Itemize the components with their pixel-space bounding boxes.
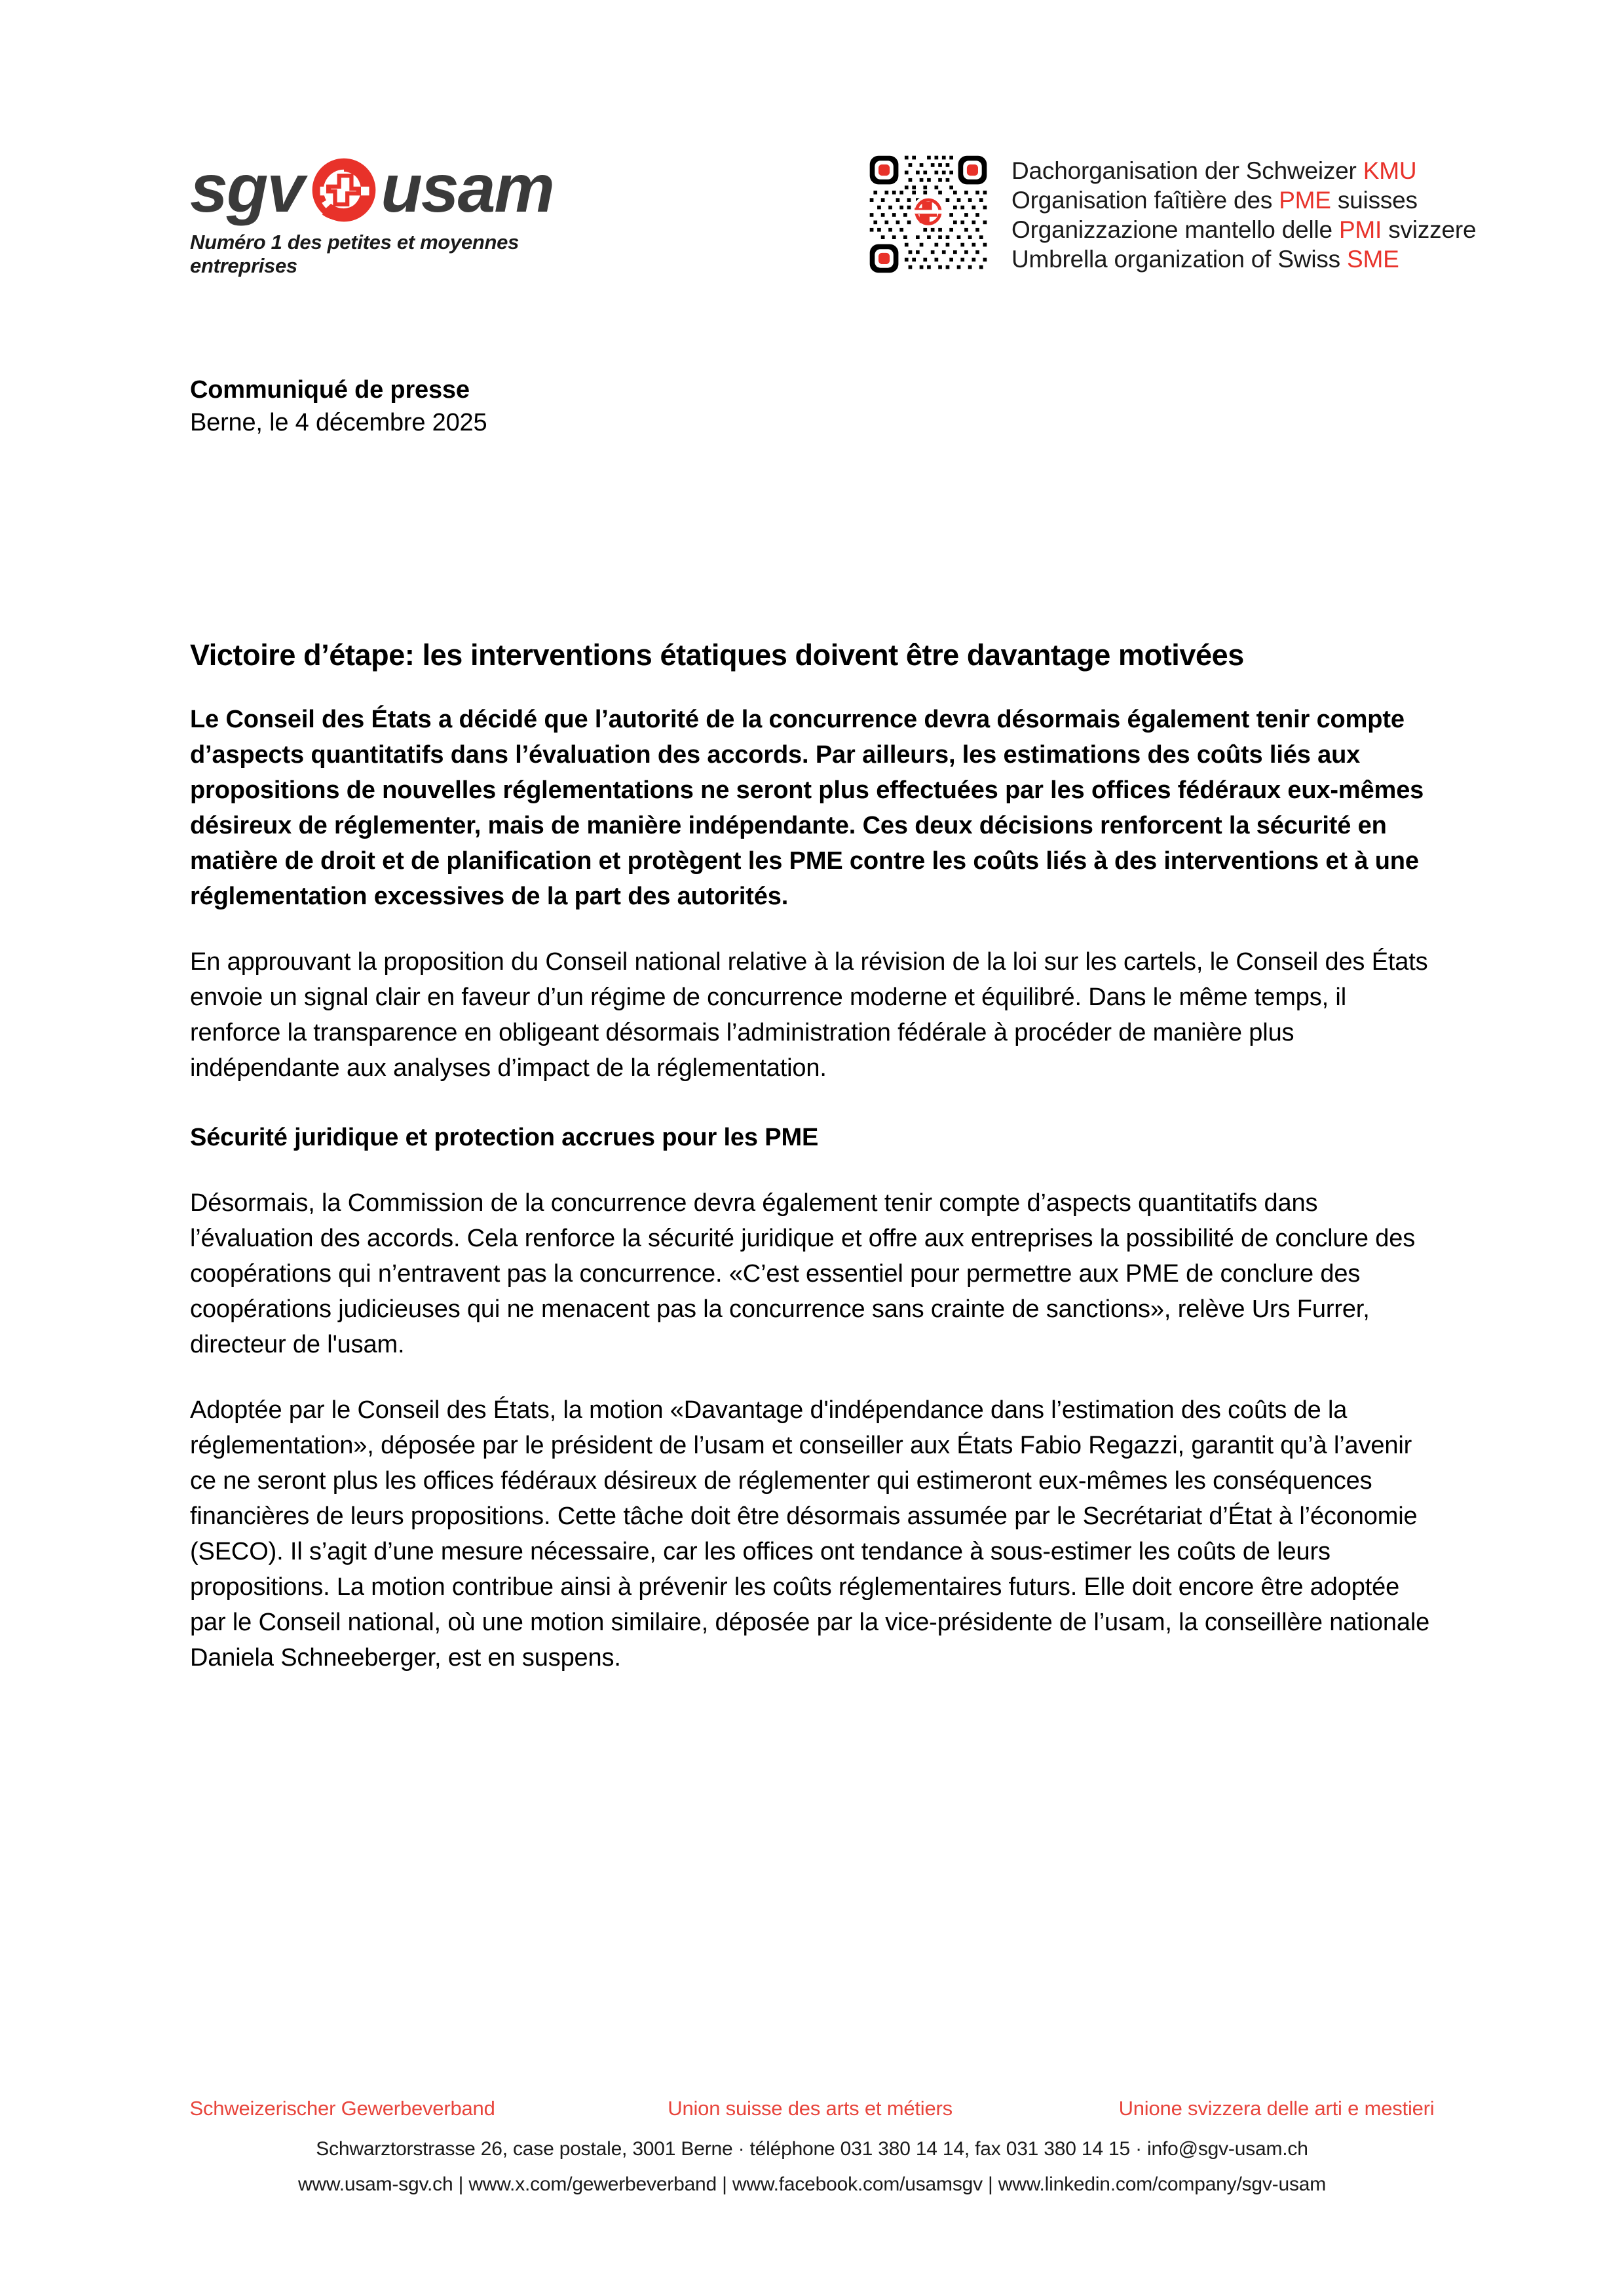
footer-links[interactable]: www.usam-sgv.ch | www.x.com/gewerbeverband | www.facebook.com/usamsgv | www.linkedin.com/company/sgv-usam <box>297 2173 1327 2195</box>
claim-line-en <box>1011 244 1476 274</box>
body-paragraph-3: Adoptée par le Conseil des États, la motion «Davantage d'indépendance dans l’estimation des coûts de la réglementation», déposée par le président de l’usam et conseiller aux États Fabio Regazzi, garantit qu’à l’avenir ce ne seront plus les offices fédéraux désireux de réglementer qui estimeront eux-mêmes les conséquences financières de leurs propositions. Cette tâche doit être désormais assumée par le Secrétariat d’État à l’économie (SECO). Il s’agit d’une mesure nécessaire, car les offices ont tendance à sous-estimer les coûts de leurs propositions. La motion contribue ainsi à prévenir les coûts réglementaires futurs. Elle doit encore être adoptée par le Conseil national, où une motion similaire, déposée par la vice-présidente de l’usam, la conseillère nationale Daniela Schneeberger, est en suspens. <box>190 1396 1430 1672</box>
claim-fr-accent: PME <box>1279 187 1331 214</box>
body-paragraph-2: Désormais, la Commission de la concurrence devra également tenir compte d’aspects quantitatifs dans l’évaluation des accords. Cela renforce la sécurité juridique et offre aux entreprises la possibilité de conclure des coopérations qui n’entravent pas la concurrence. «C’est essentiel pour permettre aux PME de conclure des coopérations judicieuses qui ne menacent pas la concurrence sans crainte de sanctions», relève Urs Furrer, directeur de l'usam. <box>190 1189 1416 1358</box>
document-footer <box>0 2095 1624 2198</box>
claim-de-text: Dachorganisation der Schweizer <box>1011 157 1363 184</box>
body-paragraph-1: En approuvant la proposition du Conseil national relative à la révision de la loi sur les cartels, le Conseil des États envoie un signal clair en faveur d’un régime de concurrence moderne et équilibré. Dans le même temps, il renforce la transparence en obligeant désormais l’administration fédérale à procéder de manière plus indépendante aux analyses d’impact de la réglementation. <box>190 948 1428 1082</box>
claim-fr-text: Organisation faîtière des <box>1011 187 1279 214</box>
usam-logo <box>190 151 609 277</box>
logo-text-usam: usam <box>381 151 554 227</box>
claim-fr-suffix: suisses <box>1331 187 1418 214</box>
qr-center-logo-icon <box>913 200 943 223</box>
section-subheading: Sécurité juridique et protection accrues pour les PME <box>190 1124 819 1151</box>
claim-en-text: Umbrella organization of Swiss <box>1011 246 1348 273</box>
claim-line-de <box>1011 156 1476 185</box>
document-content <box>190 373 1435 1700</box>
qr-and-claim-block <box>866 152 1476 277</box>
logo-wordmark <box>190 151 609 227</box>
logo-text-sgv: sgv <box>190 151 304 227</box>
claim-en-accent: SME <box>1347 246 1399 273</box>
claim-line-fr <box>1011 185 1476 215</box>
page-title: Victoire d’étape: les interventions étatiques doivent être davantage motivées <box>190 638 1244 672</box>
lead-paragraph: Le Conseil des États a décidé que l’autorité de la concurrence devra désormais également tenir compte d’aspects quantitatifs dans l’évaluation des accords. Par ailleurs, les estimations des coûts liés aux propositions de nouvelles réglementations ne seront plus effectuées par les offices fédéraux eux-mêmes désireux de réglementer, mais de manière indépendante. Ces deux décisions renforcent la sécurité en matière de droit et de planification et protègent les PME contre les coûts liés à des interventions et à une réglementation excessives de la part des autorités. <box>190 706 1424 910</box>
claim-it-text: Organizzazione mantello delle <box>1011 216 1339 243</box>
footer-organization-names <box>190 2095 1435 2122</box>
footer-org-de: Schweizerischer Gewerbeverband <box>189 2097 495 2120</box>
footer-address: Schwarztorstrasse 26, case postale, 3001 Berne · téléphone 031 380 14 14, fax 031 380 14 15 · info@sgv-usam.ch <box>316 2138 1308 2160</box>
claim-de-accent: KMU <box>1363 157 1417 184</box>
claim-line-it <box>1011 215 1476 244</box>
claim-lines <box>1011 152 1476 274</box>
footer-org-it: Unione svizzera delle arti e mestieri <box>1118 2097 1435 2120</box>
place-and-date: Berne, le 4 décembre 2025 <box>190 409 487 436</box>
swiss-cross-circle-icon <box>310 156 378 224</box>
claim-it-accent: PMI <box>1338 216 1382 243</box>
document-type-label: Communiqué de presse <box>190 376 470 404</box>
document-header <box>0 0 1624 308</box>
logo-tagline: Numéro 1 des petites et moyennes entreprises <box>190 231 519 277</box>
footer-org-fr: Union suisse des arts et métiers <box>668 2097 953 2120</box>
claim-it-suffix: svizzere <box>1382 216 1477 243</box>
qr-code[interactable] <box>866 152 991 277</box>
